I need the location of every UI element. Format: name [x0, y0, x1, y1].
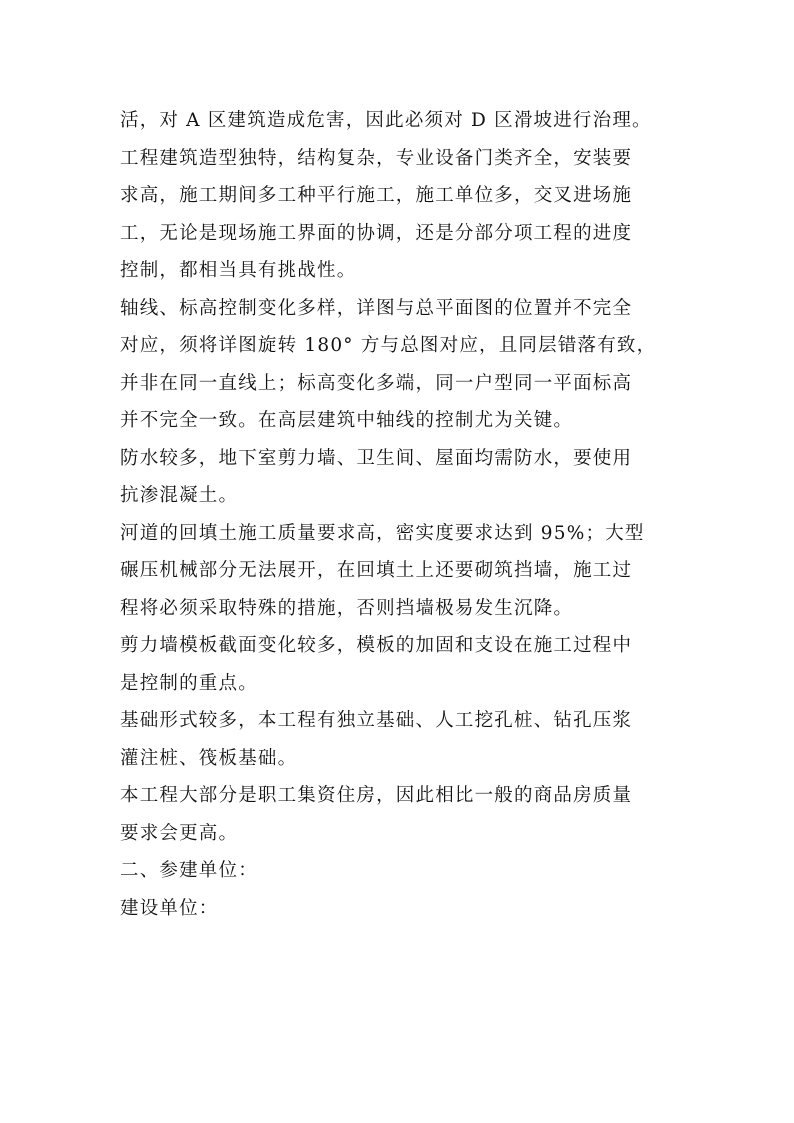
text-line: 要求会更高。 [120, 822, 239, 844]
text-line: 防水较多，地下室剪力墙、卫生间、屋面均需防水，要使用 [120, 447, 633, 469]
text-line: 建设单位： [120, 897, 219, 919]
text-line: 基础形式较多，本工程有独立基础、人工挖孔桩、钻孔压浆 [120, 710, 633, 731]
text-line: 对应，须将详图旋转 180° 方与总图对应，且同层错落有致， [120, 335, 657, 356]
text-line: 轴线、标高控制变化多样，详图与总平面图的位置并不完全 [120, 297, 633, 319]
text-line: 程将必须采取特殊的措施，否则挡墙极易发生沉降。 [120, 597, 574, 619]
text-line: 工程建筑造型独特，结构复杂，专业设备门类齐全，安装要 [120, 147, 633, 169]
section-heading: 二、参建单位： [120, 860, 258, 881]
text-line: 河道的回填土施工质量要求高，密实度要求达到 95%；大型 [120, 522, 645, 544]
text-line: 抗渗混凝土。 [120, 485, 239, 506]
text-line: 本工程大部分是职工集资住房，因此相比一般的商品房质量 [120, 785, 633, 806]
text-line: 活，对 A 区建筑造成危害，因此必须对 D 区滑坡进行治理。 [120, 110, 652, 131]
text-line: 灌注桩、筏板基础。 [120, 747, 298, 769]
text-line: 剪力墙模板截面变化较多，模板的加固和支设在施工过程中 [120, 635, 633, 656]
text-line: 求高，施工期间多工种平行施工，施工单位多，交叉进场施 [120, 185, 633, 206]
text-line: 并非在同一直线上；标高变化多端，同一户型同一平面标高 [120, 372, 633, 394]
text-line: 碾压机械部分无法展开，在回填土上还要砌筑挡墙，施工过 [120, 560, 633, 581]
text-line: 控制，都相当具有挑战性。 [120, 260, 357, 281]
document-body [120, 102, 690, 927]
text-line: 并不完全一致。在高层建筑中轴线的控制尤为关键。 [120, 410, 574, 431]
text-line: 是控制的重点。 [120, 672, 258, 694]
text-line: 工，无论是现场施工界面的协调，还是分部分项工程的进度 [120, 222, 633, 244]
